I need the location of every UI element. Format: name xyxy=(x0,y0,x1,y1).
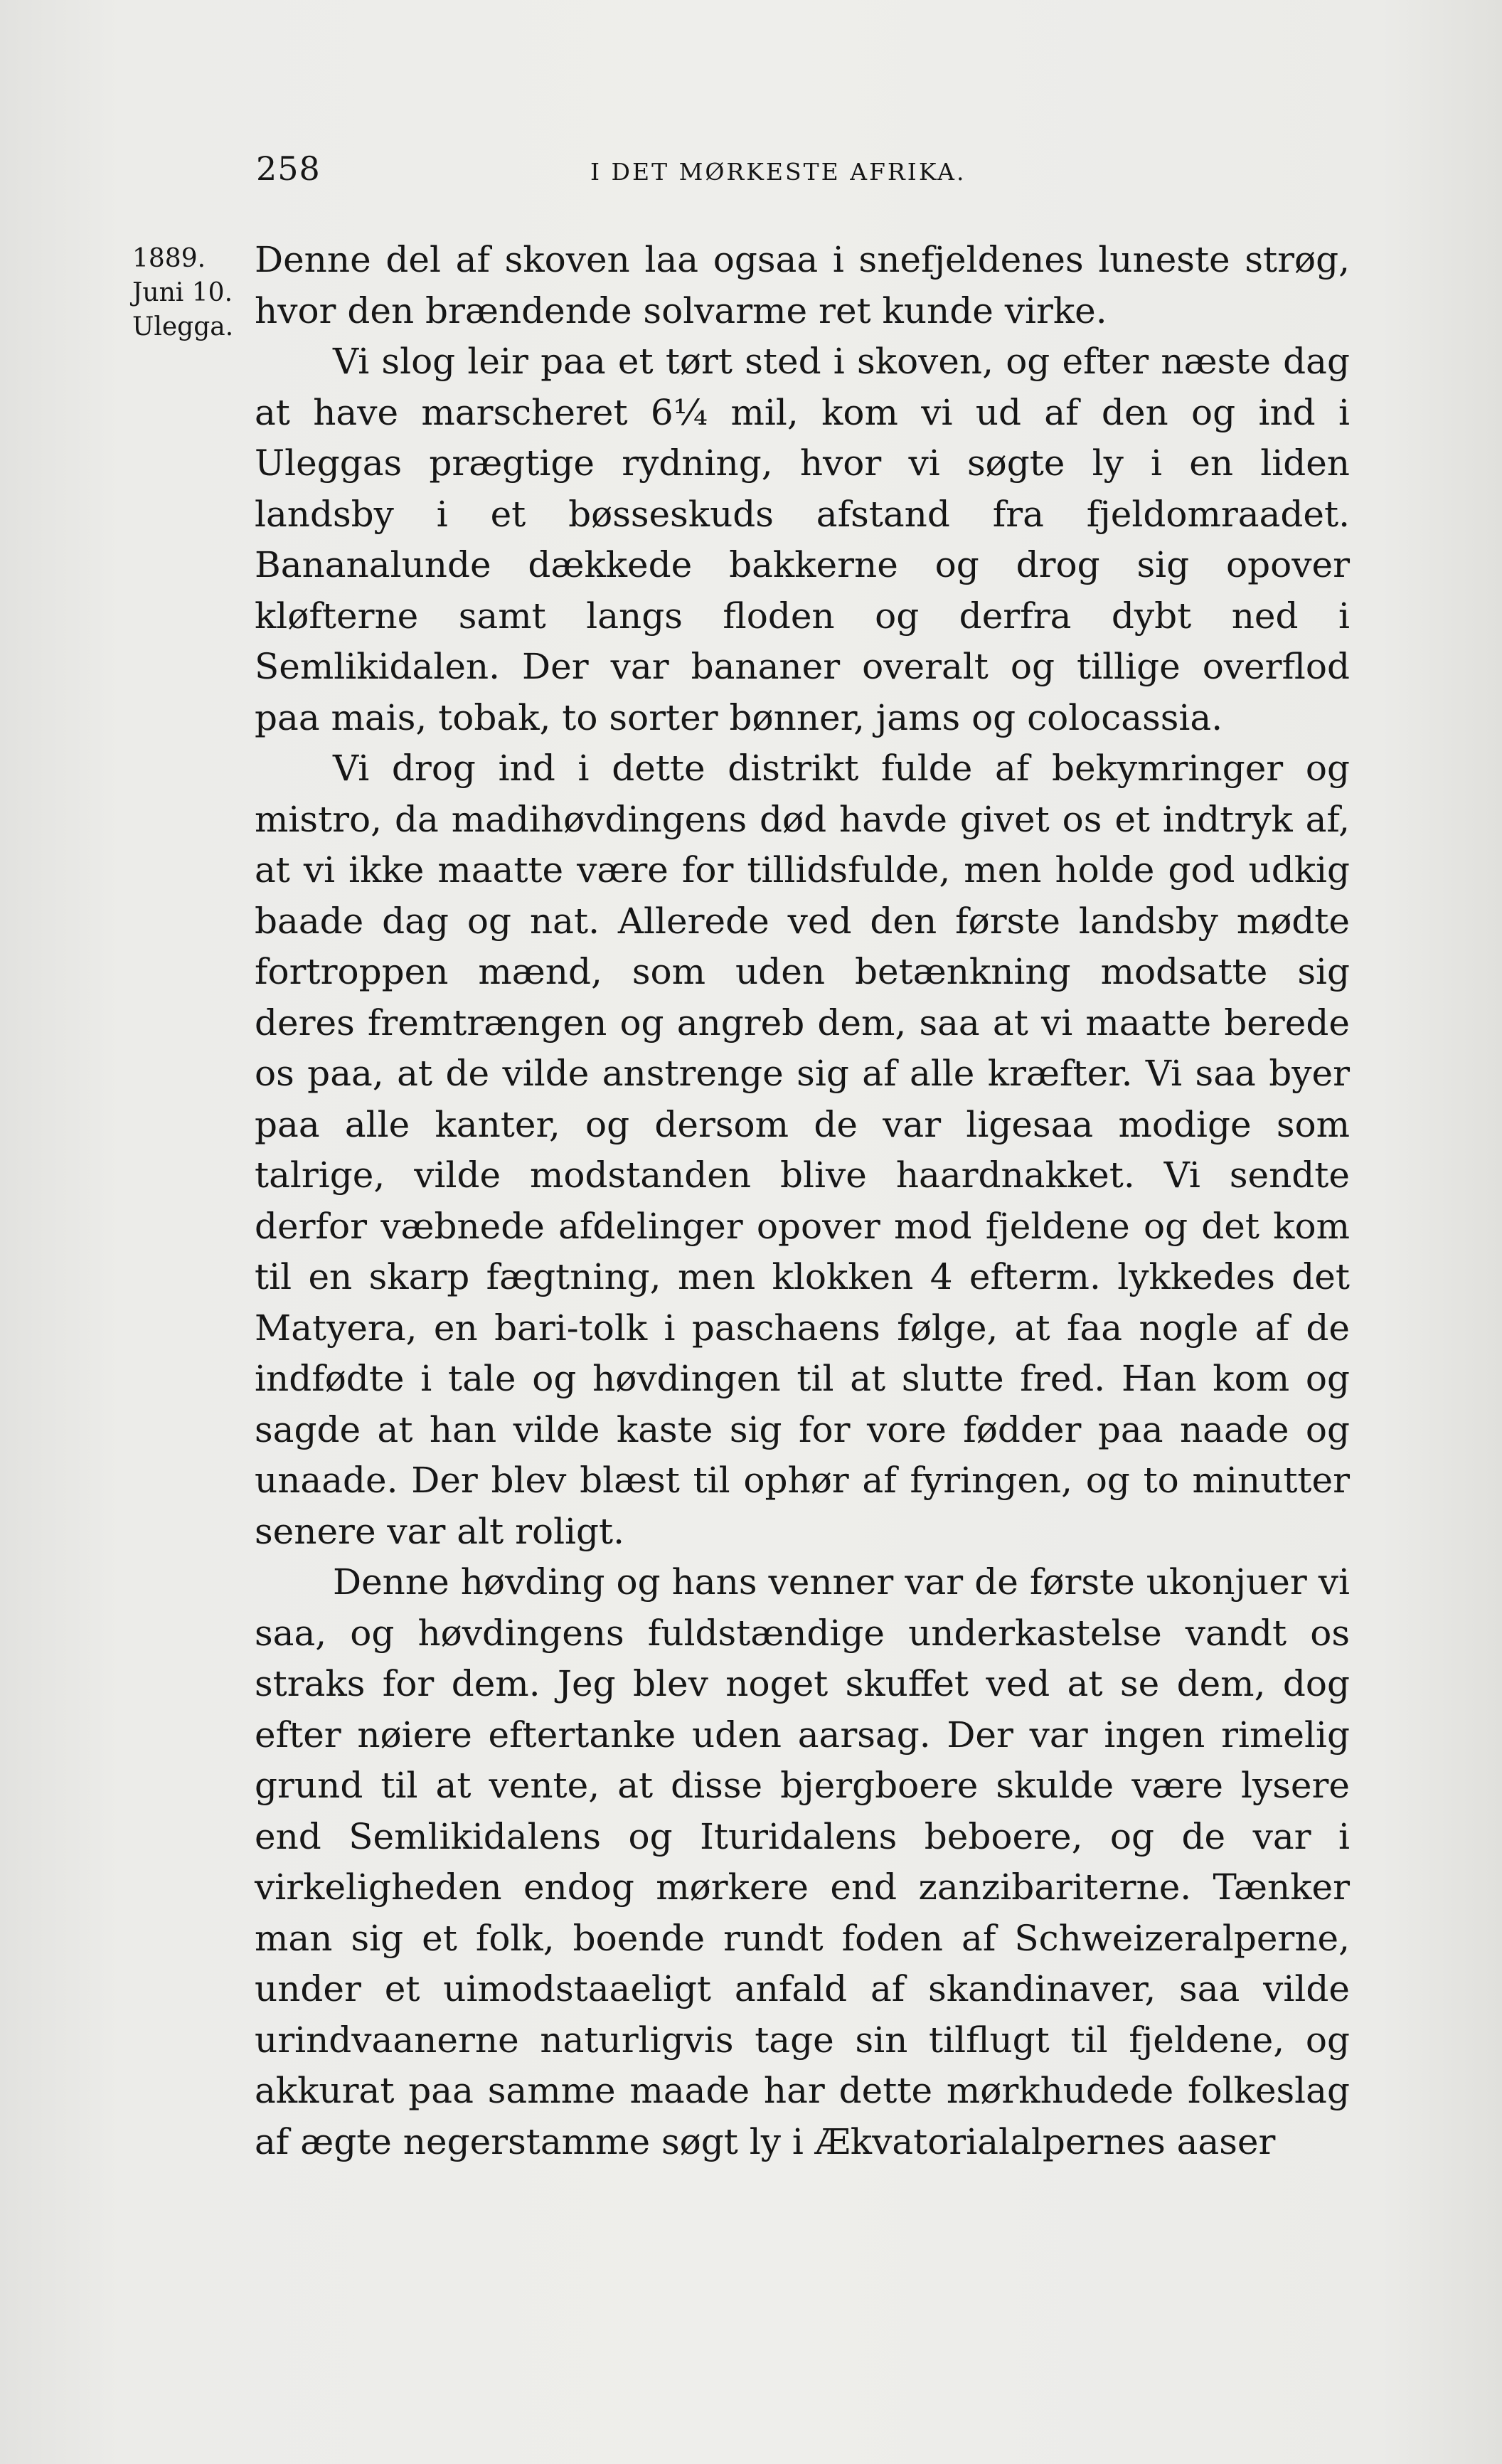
body-text xyxy=(255,235,1350,2167)
margin-note xyxy=(132,242,253,344)
running-title: I DET MØRKESTE AFRIKA. xyxy=(590,158,966,186)
margin-note-year: 1889. xyxy=(132,244,206,273)
paragraph-2: Vi slog leir paa et tørt sted i skoven, og efter næste dag at have marscheret 6¼ mil, kom vi ud af den og ind i Uleggas prægtige rydning, hvor vi søgte ly i en liden landsby i et bøsseskuds afstand fra fjeldomraadet. Bananalunde dækkede bakkerne og drog sig opover kløfterne samt langs floden og derfra dybt ned i Semlikidalen. Der var bananer overalt og tillige overflod paa mais, tobak, to sorter bønner, jams og colocassia. xyxy=(255,341,1350,738)
page-header xyxy=(256,149,1351,199)
page-number: 258 xyxy=(256,149,321,188)
paragraph-3: Vi drog ind i dette distrikt fulde af bekymringer og mistro, da madihøvdingens død havde givet os et indtryk af, at vi ikke maatte være for tillidsfulde, men holde god udkig baade dag og nat. Allerede ved den første landsby mødte fortroppen mænd, som uden betænkning modsatte sig deres fremtrængen og angreb dem, saa at vi maatte berede os paa, at de vilde anstrenge sig af alle kræfter. Vi saa byer paa alle kanter, og dersom de var ligesaa modige som talrige, vilde modstanden blive haardnakket. Vi sendte derfor væbnede afdelinger opover mod fjeldene og det kom til en skarp fægtning, men klokken 4 efterm. lykkedes det Matyera, en bari-tolk i paschaens følge, at faa nogle af de indfødte i tale og høvdingen til at slutte fred. Han kom og sagde at han vilde kaste sig for vore fødder paa naade og unaade. Der blev blæst til ophør af fyringen, og to minutter senere var alt roligt. xyxy=(255,748,1350,1552)
paragraph-4: Denne høvding og hans venner var de første ukonjuer vi saa, og høvdingens fuldstændige underkastelse vandt os straks for dem. Jeg blev noget skuffet ved at se dem, dog efter nøiere eftertanke uden aarsag. Der var ingen rimelig grund til at vente, at disse bjergboere skulde være lysere end Semlikidalens og Ituridalens beboere, og de var i virkeligheden endog mørkere end zanzibariterne. Tænker man sig et folk, boende rundt foden af Schweizeralperne, under et uimodstaaeligt anfald af skandinaver, saa vilde urindvaanerne naturligvis tage sin tilflugt til fjeldene, og akkurat paa samme maade har dette mørkhudede folkeslag af ægte negerstamme søgt ly i Ækvatorialalpernes aaser xyxy=(255,1561,1350,2162)
margin-note-date: Juni 10. xyxy=(132,278,233,307)
paragraph-1: Denne del af skoven laa ogsaa i snefjeldenes luneste strøg, hvor den brændende solvarme ret kunde virke. xyxy=(255,239,1350,331)
margin-note-place: Ulegga. xyxy=(132,312,234,341)
